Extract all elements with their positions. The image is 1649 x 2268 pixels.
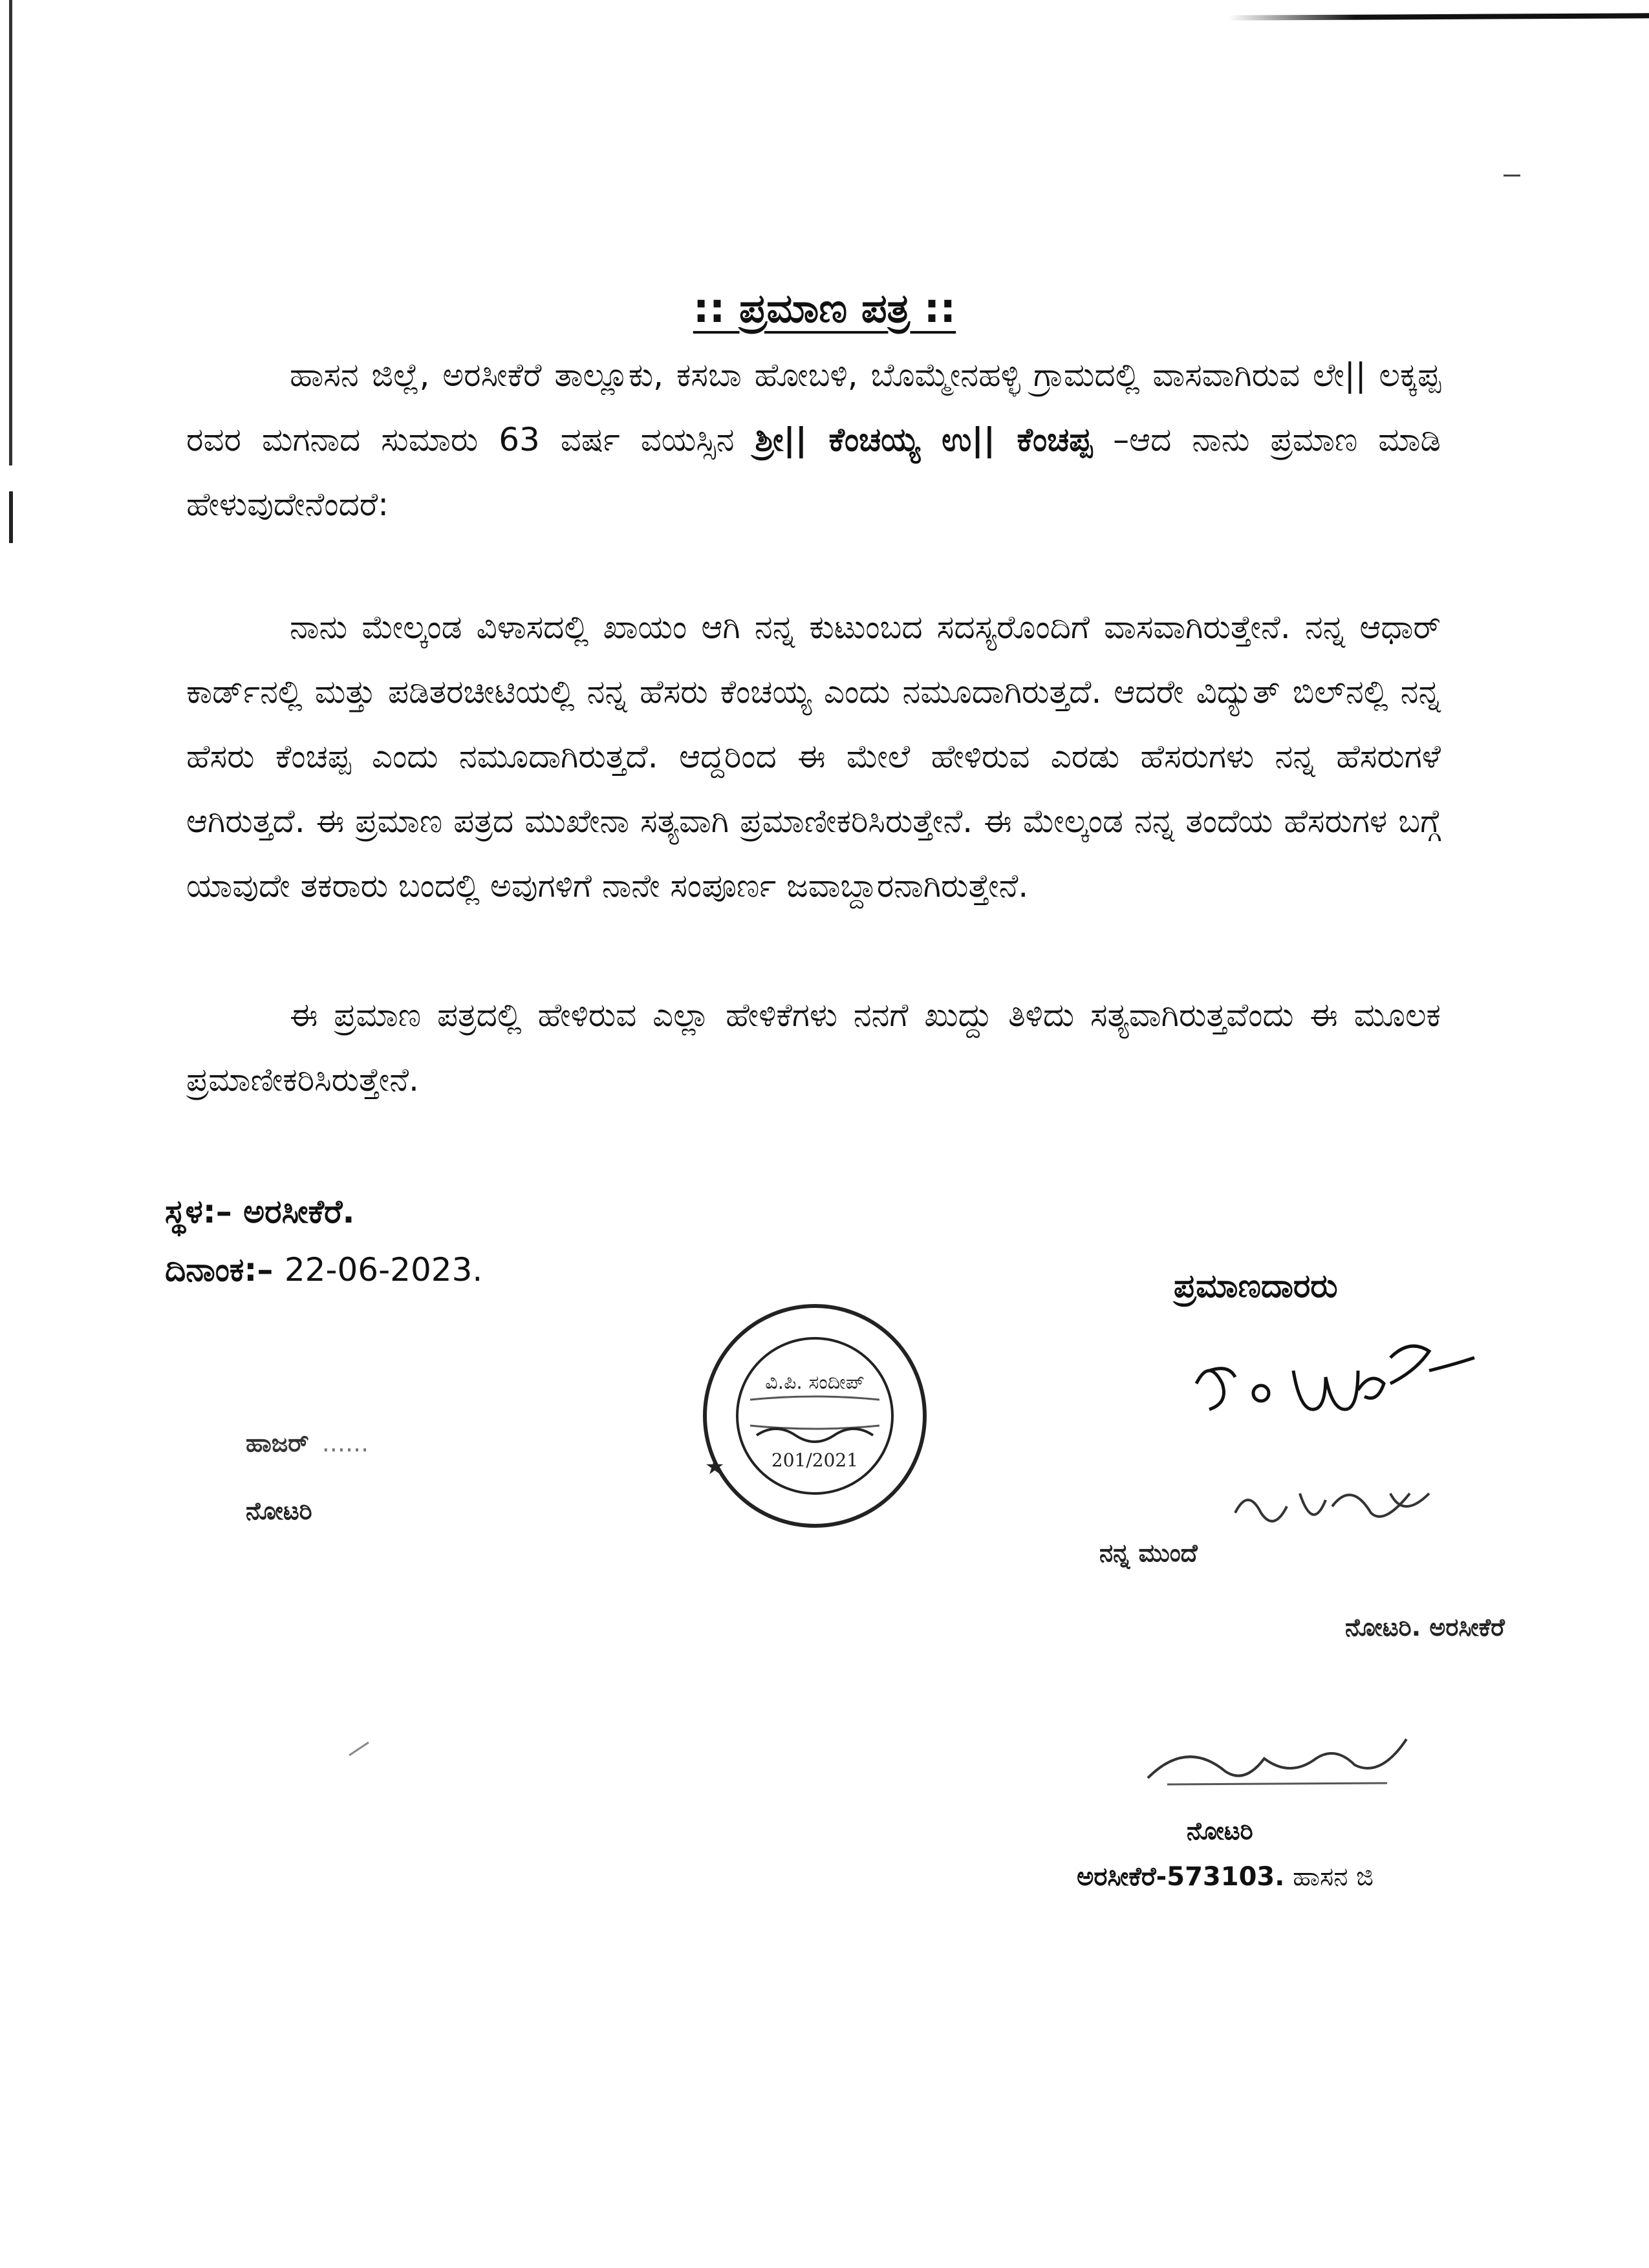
seal-number: 201/2021 (771, 1450, 859, 1471)
paragraph-affirmation: ಈ ಪ್ರಮಾಣ ಪತ್ರದಲ್ಲಿ ಹೇಳಿರುವ ಎಲ್ಲಾ ಹೇಳಿಕೆಗಳು ನನಗೆ ಖುದ್ದು ತಿಳಿದು ಸತ್ಯವಾಗಿರುತ್ತವೆಂದು ಈ ಮೂಲಕ ಪ್ರಮಾಣೀಕರಿಸಿರುತ್ತೇನೆ. (186, 996, 1441, 1098)
date-line (165, 1251, 482, 1289)
declarant-label: ಪ್ರಮಾಣದಾರರು (1174, 1267, 1338, 1305)
place-line (165, 1193, 354, 1231)
notary-title: ನೋಟರಿ (1187, 1817, 1253, 1845)
date-label: ದಿನಾಂಕ:– (165, 1251, 274, 1289)
scan-edge-top (1229, 13, 1649, 20)
attestation-stamp (1099, 1539, 1617, 1642)
paragraph-declaration: ನಾನು ಮೇಲ್ಕಂಡ ವಿಳಾಸದಲ್ಲಿ ಖಾಯಂ ಆಗಿ ನನ್ನ ಕುಟುಂಬದ ಸದಸ್ಯರೊಂದಿಗೆ ವಾಸವಾಗಿರುತ್ತೇನೆ. ನನ್ನ ಆಧಾರ್ ಕಾರ್ಡ್‌ನಲ್ಲಿ ಮತ್ತು ಪಡಿತರಚೀಟಿಯಲ್ಲಿ ನನ್ನ ಹೆಸರು ಕೆಂಚಯ್ಯ ಎಂದು ನಮೂದಾಗಿರುತ್ತದೆ. ಆದರೇ ವಿದ್ಯುತ್ ಬಿಲ್‌ನಲ್ಲಿ ನನ್ನ ಹೆಸರು ಕೆಂಚಪ್ಪ ಎಂದು ನಮೂದಾಗಿರುತ್ತದೆ. ಆದ್ದರಿಂದ ಈ ಮೇಲೆ ಹೇಳಿರುವ ಎರಡು ಹೆಸರುಗಳು ನನ್ನ ಹೆಸರುಗಳೆ ಆಗಿರುತ್ತದೆ. ಈ ಪ್ರಮಾಣ ಪತ್ರದ ಮುಖೇನಾ ಸತ್ಯವಾಗಿ ಪ್ರಮಾಣೀಕರಿಸಿರುತ್ತೇನೆ. ಈ ಮೇಲ್ಕಂಡ ನನ್ನ ತಂದೆಯ ಹೆಸರುಗಳ ಬಗ್ಗೆ ಯಾವುದೇ ತಕರಾರು ಬಂದಲ್ಲಿ ಅವುಗಳಿಗೆ ನಾನೇ ಸಂಪೂರ್ಣ ಜವಾಬ್ದಾರನಾಗಿರುತ್ತೇನೆ. (186, 608, 1441, 904)
document-title (0, 284, 1649, 332)
seal-star-icon: ★ (705, 1454, 725, 1480)
scan-dash-mark (1503, 175, 1520, 177)
seal-name: ವಿ.ಪಿ. ಸಂದೀಪ್ (765, 1371, 865, 1394)
place-value: ಅರಸೀಕೆರೆ. (243, 1193, 355, 1230)
notary-signature (1141, 1733, 1413, 1797)
attendance-stamp-line1: ಹಾಜರ್ ...... (246, 1429, 369, 1457)
declarant-signature (1183, 1332, 1494, 1435)
notary-initials (1229, 1468, 1442, 1539)
declarant-name: ಶ್ರೀ|| ಕೆಂಚಯ್ಯ ಉ|| ಕೆಂಚಪ್ಪ (755, 421, 1093, 458)
paragraph-identity (186, 343, 1441, 537)
attestation-stamp-line2: ನೋಟರಿ. ಅರಸೀಕೆರೆ (1345, 1613, 1505, 1642)
notary-address: ಅರಸೀಕೆರೆ-573103. ಹಾಸನ ಜಿ (1077, 1862, 1374, 1892)
date-value: 22-06-2023. (284, 1251, 483, 1289)
paragraph-identity-ending: –ಆದ ನಾನು ಪ್ರಮಾಣ ಮಾಡಿ ಹೇಳುವುದೇನೆಂದರೆ: (186, 421, 1441, 523)
place-label: ಸ್ಥಳ:– (165, 1193, 232, 1230)
stray-mark (346, 1739, 372, 1759)
notary-seal (679, 1287, 951, 1571)
attestation-stamp-line1: ನನ್ನ ಮುಂದೆ (1099, 1539, 1198, 1567)
scan-edge-mark (9, 491, 19, 543)
paragraph-identity-intro: ಹಾಸನ ಜಿಲ್ಲೆ, ಅರಸೀಕೆರೆ ತಾಲ್ಲೂಕು, ಕಸಬಾ ಹೋಬಳಿ, ಬೊಮ್ಮೇನಹಳ್ಳಿ ಗ್ರಾಮದಲ್ಲಿ ವಾಸವಾಗಿರುವ ಲೇ|| ಲಕ್ಕಪ್ಪ ರವರ ಮಗನಾದ ಸುಮಾರು 63 ವರ್ಷ ವಯಸ್ಸಿನ (186, 356, 1441, 458)
scan-edge-left (9, 0, 12, 465)
attendance-stamp-line2: ನೋಟರಿ (246, 1497, 312, 1525)
document-title-text: :: ಪ್ರಮಾಣ ಪತ್ರ :: (693, 284, 956, 332)
attendance-stamp (246, 1429, 517, 1526)
